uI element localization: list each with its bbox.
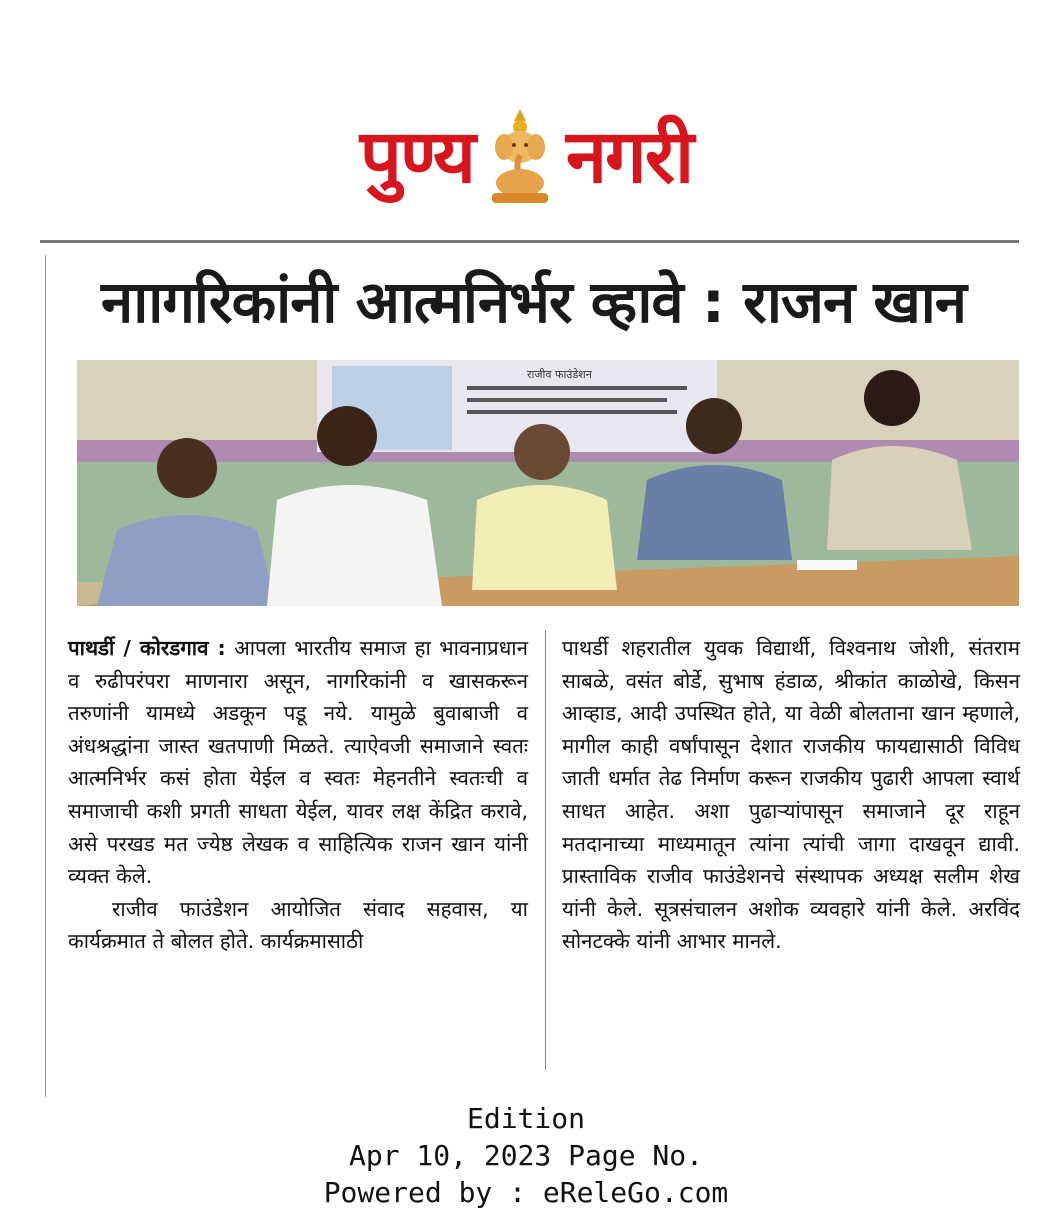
article-paragraph-3: पाथर्डी शहरातील युवक विद्यार्थी, विश्वनाथ जोशी, संतराम साबळे, वसंत बोर्डे, सुभाष हंडाळ, श्रीकांत काळोखे, किसन आव्हाड, आदी उपस्थित होते, या वेळी बोलताना खान म्हणाले, मागील काही वर्षांपासून देशात राजकीय फायद्यासाठी विविध जाती धर्मात तेढ निर्माण करून राजकीय पुढारी आपला स्वार्थ साधत आहेत. अशा पुढाऱ्यांपासून समाजाने दूर राहून मतदानाच्या माध्यमातून त्यांना त्यांची जागा दाखवून द्यावी. प्रास्ताविक राजीव फाउंडेशनचे संस्थापक अध्यक्ष सलीम शेख यांनी केले. सूत्रसंचालन अशोक व्यवहारे यांनी केले. अरविंद सोनटक्के यांनी आभार मानले. xyxy=(562,636,1020,954)
footer-powered-by: Powered by : eReleGo.com xyxy=(323,1176,729,1209)
masthead-rule xyxy=(40,240,1019,243)
event-photo xyxy=(77,360,1019,606)
ganesha-emblem-icon xyxy=(482,107,558,207)
article-column-1 xyxy=(68,632,528,958)
column-divider xyxy=(545,630,546,1070)
edition-footer xyxy=(0,1100,1052,1211)
footer-date-page: Apr 10, 2023 Page No. xyxy=(348,1139,703,1172)
article-paragraph-2: राजीव फाउंडेशन आयोजित संवाद सहवास, या कार्यक्रमात ते बोलत होते. कार्यक्रमासाठी xyxy=(68,896,528,954)
banner-text: राजीव फाउंडेशन xyxy=(527,368,592,381)
article-column-2 xyxy=(562,632,1020,958)
article-paragraph-1: आपला भारतीय समाज हा भावनाप्रधान व रुढीपरंपरा माणनारा असून, नागरिकांनी व खासकरून तरुणांनी यामध्ये अडकून पडू नये. यामुळे बुवाबाजी व अंधश्रद्धांना जास्त खतपाणी मिळते. त्याऐवजी समाजाने स्वतः आत्मनिर्भर कसं होता येईल व स्वतः मेहनतीने स्वतःची व समाजाची कशी प्रगती साधता येईल, यावर लक्ष केंद्रित करावे, असे परखड मत ज्येष्ठ लेखक व साहित्यिक राजन खान यांनी व्यक्त केले. xyxy=(68,636,528,889)
masthead-word-left: पुण्य xyxy=(359,114,474,200)
article-headline: नाागरिकांनी आत्मनिर्भर व्हावे : राजन खान xyxy=(101,268,966,336)
masthead-word-right: नगरी xyxy=(565,114,693,200)
clipping-left-border xyxy=(45,255,46,1097)
footer-edition: Edition xyxy=(466,1102,585,1135)
masthead xyxy=(0,92,1052,222)
article-dateline: पाथर्डी / कोरडगाव : xyxy=(68,636,226,660)
